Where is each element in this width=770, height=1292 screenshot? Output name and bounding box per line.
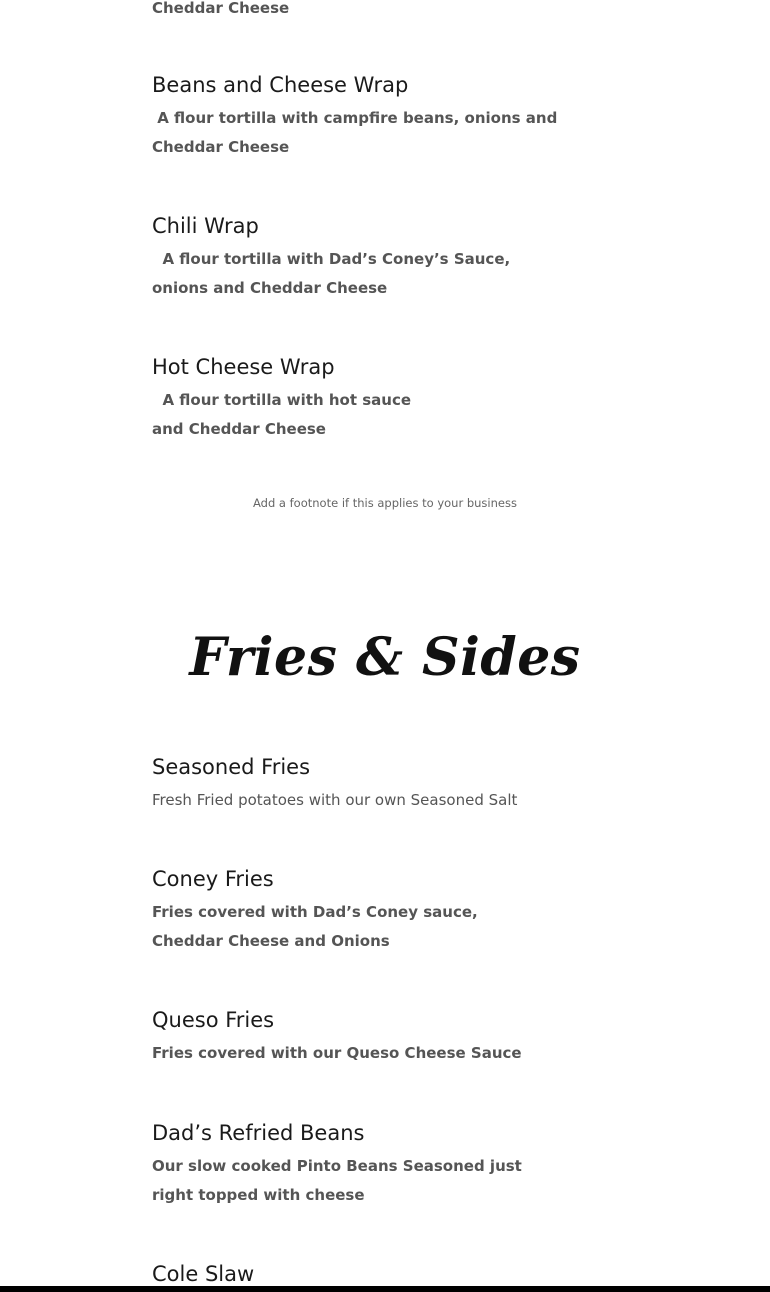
menu-item-name: Cole Slaw [152,1262,255,1286]
description-line: and Cheddar Cheese [152,420,326,438]
previous-item-description: Cheddar Cheese [152,0,290,17]
description-line: Fries covered with our Queso Cheese Sauce [152,1044,522,1062]
section-title: Fries & Sides [189,627,581,688]
menu-item-chili-wrap [152,213,512,303]
menu-item-description [152,386,512,444]
menu-item-name: Queso Fries [152,1008,275,1032]
description-line: Fresh Fried potatoes with our own Seasoned Salt [152,791,518,809]
menu-item-cole-slaw [152,1261,512,1287]
footnote: Add a footnote if this applies to your business [253,496,517,510]
description-line: A flour tortilla with campfire beans, onions and [152,109,558,127]
menu-item-name: Coney Fries [152,867,274,891]
description-line: Cheddar Cheese and Onions [152,932,390,950]
description-line: right topped with cheese [152,1186,365,1204]
menu-item-coney-fries [152,866,512,956]
menu-item-refried-beans [152,1120,522,1210]
menu-item-name: Dad’s Refried Beans [152,1121,365,1145]
description-line: A flour tortilla with hot sauce [152,391,412,409]
description-line: A flour tortilla with Dad’s Coney’s Sauce, [152,250,511,268]
menu-item-description [152,898,512,956]
menu-item-description [152,1152,522,1210]
bottom-bar [0,1286,770,1292]
menu-item-name: Seasoned Fries [152,755,311,779]
description-line: Cheddar Cheese [152,138,290,156]
description-line: onions and Cheddar Cheese [152,279,388,297]
menu-item-name: Chili Wrap [152,214,259,238]
menu-item-description [152,104,558,162]
menu-item-name: Hot Cheese Wrap [152,355,335,379]
menu-item-beans-cheese-wrap [152,72,558,162]
menu-item-description [152,245,512,303]
menu-item-name: Beans and Cheese Wrap [152,73,409,97]
menu-item-description [152,1039,522,1068]
description-line: Fries covered with Dad’s Coney sauce, [152,903,478,921]
menu-item-seasoned-fries [152,754,518,815]
menu-item-queso-fries [152,1007,522,1068]
menu-item-description [152,786,518,815]
description-line: Our slow cooked Pinto Beans Seasoned just [152,1157,522,1175]
menu-item-hot-cheese-wrap [152,354,512,444]
